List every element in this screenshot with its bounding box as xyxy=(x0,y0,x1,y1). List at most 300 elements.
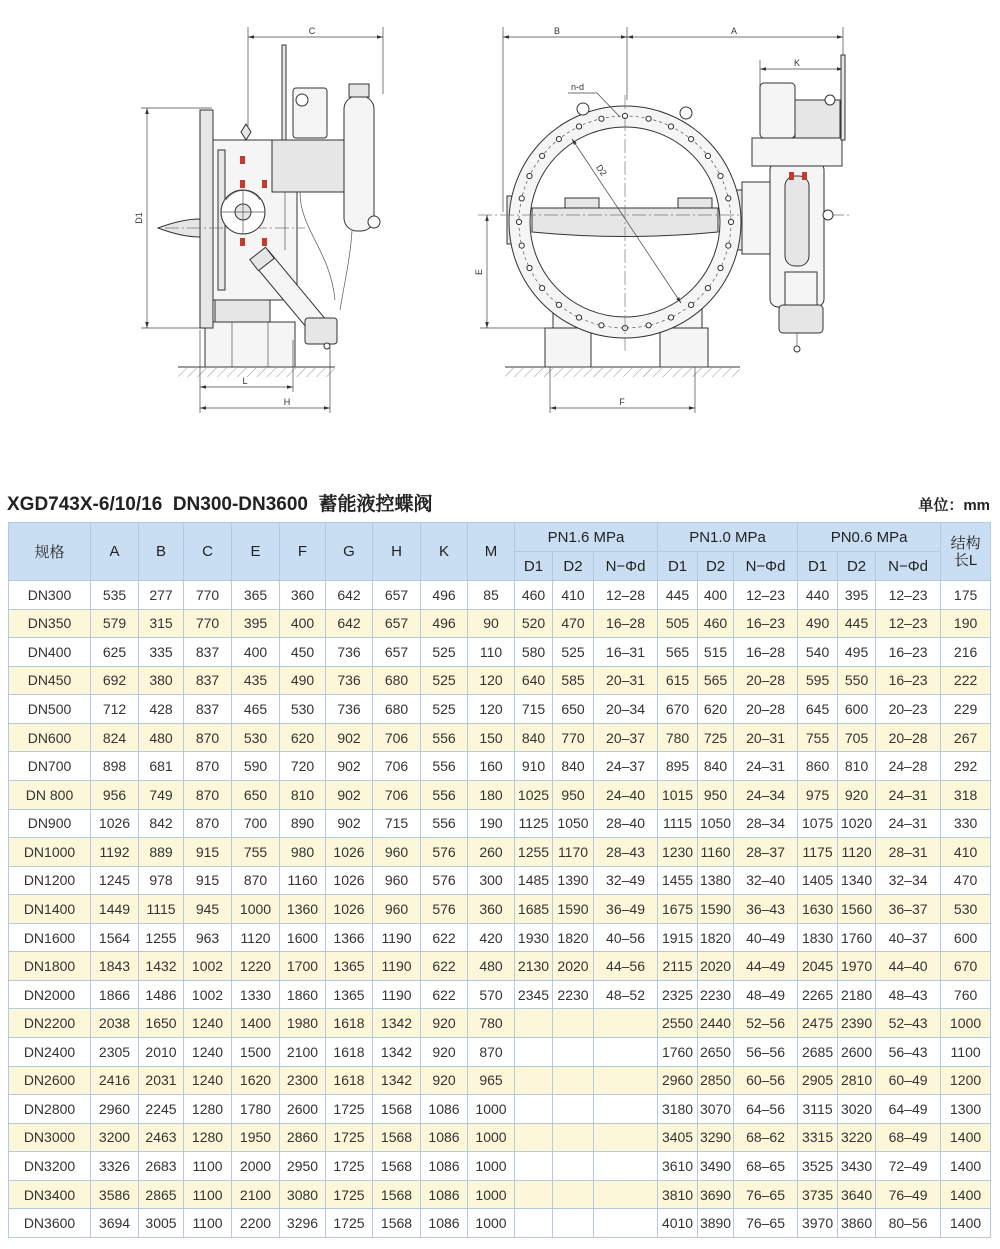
value-cell: 556 xyxy=(421,809,468,838)
value-cell: 24–31 xyxy=(876,780,941,809)
value-cell: 2031 xyxy=(139,1066,184,1095)
value-cell: 870 xyxy=(232,866,280,895)
value-cell: 315 xyxy=(139,609,184,638)
value-cell: 720 xyxy=(280,752,326,781)
value-cell: 1280 xyxy=(184,1095,232,1124)
bolt-hole xyxy=(527,265,532,270)
value-cell: 496 xyxy=(421,581,468,610)
value-cell: 755 xyxy=(798,723,838,752)
value-cell: 1000 xyxy=(468,1209,515,1238)
value-cell: 465 xyxy=(232,695,280,724)
value-cell: 1190 xyxy=(373,952,421,981)
size-cell: DN350 xyxy=(9,609,91,638)
value-cell: 56–56 xyxy=(734,1038,798,1067)
value-cell: 556 xyxy=(421,752,468,781)
value-cell: 28–43 xyxy=(594,838,658,867)
column-header-f: F xyxy=(280,523,326,581)
value-cell: 1026 xyxy=(326,838,373,867)
value-cell: 2850 xyxy=(698,1066,734,1095)
value-cell: 24–34 xyxy=(734,780,798,809)
value-cell: 1564 xyxy=(91,923,139,952)
value-cell: 1366 xyxy=(326,923,373,952)
value-cell: 2860 xyxy=(280,1123,326,1152)
value-cell: 2038 xyxy=(91,1009,139,1038)
value-cell: 1725 xyxy=(326,1123,373,1152)
indicator-mark xyxy=(240,238,245,246)
value-cell: 1365 xyxy=(326,980,373,1009)
group-header-pn10: PN1.0 MPa xyxy=(658,523,798,552)
value-cell: 76–49 xyxy=(876,1180,941,1209)
value-cell: 705 xyxy=(838,723,876,752)
value-cell: 1100 xyxy=(184,1180,232,1209)
size-cell: DN3400 xyxy=(9,1180,91,1209)
value-cell: 20–28 xyxy=(876,723,941,752)
value-cell: 1240 xyxy=(184,1066,232,1095)
column-header-h: H xyxy=(373,523,421,581)
bolt-hole xyxy=(519,243,524,248)
value-cell: 2325 xyxy=(658,980,698,1009)
value-cell: 160 xyxy=(468,752,515,781)
value-cell xyxy=(553,1038,594,1067)
table-body xyxy=(9,581,991,1238)
value-cell: 525 xyxy=(421,666,468,695)
value-cell: 870 xyxy=(184,780,232,809)
dimension-k-label: K xyxy=(793,58,801,68)
bolt-hole xyxy=(556,302,561,307)
value-cell: 615 xyxy=(658,666,698,695)
lifting-eye-icon xyxy=(680,107,692,119)
value-cell: 622 xyxy=(421,923,468,952)
table-row xyxy=(9,923,991,952)
value-cell: 920 xyxy=(421,1066,468,1095)
value-cell: 1220 xyxy=(232,952,280,981)
value-cell: 706 xyxy=(373,752,421,781)
value-cell: 2950 xyxy=(280,1152,326,1181)
value-cell: 222 xyxy=(941,666,991,695)
value-cell: 770 xyxy=(553,723,594,752)
value-cell: 590 xyxy=(232,752,280,781)
value-cell: 36–43 xyxy=(734,895,798,924)
value-cell: 32–34 xyxy=(876,866,941,895)
value-cell: 445 xyxy=(658,581,698,610)
value-cell: 80–56 xyxy=(876,1209,941,1238)
value-cell: 1200 xyxy=(941,1066,991,1095)
column-header-g: G xyxy=(326,523,373,581)
value-cell: 963 xyxy=(184,923,232,952)
value-cell: 824 xyxy=(91,723,139,752)
value-cell xyxy=(515,1066,553,1095)
value-cell: 3525 xyxy=(798,1152,838,1181)
value-cell: 780 xyxy=(658,723,698,752)
value-cell xyxy=(515,1038,553,1067)
value-cell: 2960 xyxy=(91,1095,139,1124)
value-cell: 44–49 xyxy=(734,952,798,981)
size-cell: DN500 xyxy=(9,695,91,724)
value-cell: 3315 xyxy=(798,1123,838,1152)
value-cell: 1120 xyxy=(838,838,876,867)
value-cell: 681 xyxy=(139,752,184,781)
value-cell: 1115 xyxy=(139,895,184,924)
value-cell: 1300 xyxy=(941,1095,991,1124)
value-cell: 1455 xyxy=(658,866,698,895)
disc-rib-right xyxy=(678,198,712,208)
column-header-pn10-bolts: N−Φd xyxy=(734,552,798,581)
dimension-a xyxy=(627,26,843,56)
value-cell: 898 xyxy=(91,752,139,781)
value-cell: 657 xyxy=(373,638,421,667)
value-cell: 576 xyxy=(421,895,468,924)
value-cell: 318 xyxy=(941,780,991,809)
accumulator-cap xyxy=(349,84,369,97)
value-cell: 622 xyxy=(421,952,468,981)
value-cell: 715 xyxy=(373,809,421,838)
value-cell: 870 xyxy=(184,809,232,838)
counterweight-scale xyxy=(221,190,265,234)
valve-flange xyxy=(200,110,213,328)
value-cell: 1240 xyxy=(184,1038,232,1067)
value-cell: 1568 xyxy=(373,1209,421,1238)
value-cell: 120 xyxy=(468,695,515,724)
value-cell: 470 xyxy=(553,609,594,638)
size-cell: DN 800 xyxy=(9,780,91,809)
value-cell: 12–23 xyxy=(734,581,798,610)
value-cell: 1000 xyxy=(468,1180,515,1209)
oil-pipe xyxy=(340,231,352,310)
value-cell: 20–28 xyxy=(734,666,798,695)
value-cell: 505 xyxy=(658,609,698,638)
value-cell: 670 xyxy=(658,695,698,724)
value-cell: 2865 xyxy=(139,1180,184,1209)
table-row xyxy=(9,1152,991,1181)
value-cell: 72–49 xyxy=(876,1152,941,1181)
value-cell: 76–65 xyxy=(734,1180,798,1209)
value-cell: 945 xyxy=(184,895,232,924)
value-cell: 810 xyxy=(280,780,326,809)
value-cell: 920 xyxy=(421,1009,468,1038)
size-cell: DN1800 xyxy=(9,952,91,981)
value-cell xyxy=(515,1095,553,1124)
value-cell: 670 xyxy=(941,952,991,981)
value-cell: 3694 xyxy=(91,1209,139,1238)
value-cell: 1685 xyxy=(515,895,553,924)
value-cell: 755 xyxy=(232,838,280,867)
value-cell: 1100 xyxy=(184,1209,232,1238)
value-cell xyxy=(553,1152,594,1181)
value-cell: 1485 xyxy=(515,866,553,895)
sight-glass-icon xyxy=(823,210,833,220)
value-cell: 585 xyxy=(553,666,594,695)
table-row xyxy=(9,666,991,695)
value-cell: 3430 xyxy=(838,1152,876,1181)
value-cell: 902 xyxy=(326,780,373,809)
value-cell: 1950 xyxy=(232,1123,280,1152)
value-cell: 1160 xyxy=(280,866,326,895)
table-row xyxy=(9,895,991,924)
value-cell: 60–49 xyxy=(876,1066,941,1095)
value-cell: 1980 xyxy=(280,1009,326,1038)
value-cell: 1500 xyxy=(232,1038,280,1067)
bolt-hole xyxy=(728,219,733,224)
value-cell: 902 xyxy=(326,752,373,781)
table-row xyxy=(9,780,991,809)
size-cell: DN2400 xyxy=(9,1038,91,1067)
value-cell: 1000 xyxy=(232,895,280,924)
value-cell: 4010 xyxy=(658,1209,698,1238)
dimension-f-label: F xyxy=(619,397,625,407)
value-cell: 550 xyxy=(838,666,876,695)
value-cell: 12–28 xyxy=(594,581,658,610)
value-cell: 645 xyxy=(798,695,838,724)
size-cell: DN1600 xyxy=(9,923,91,952)
value-cell: 3326 xyxy=(91,1152,139,1181)
value-cell: 1050 xyxy=(553,809,594,838)
value-cell: 920 xyxy=(838,780,876,809)
size-cell: DN700 xyxy=(9,752,91,781)
size-cell: DN2000 xyxy=(9,980,91,1009)
value-cell: 1050 xyxy=(698,809,734,838)
value-cell: 1400 xyxy=(941,1209,991,1238)
value-cell: 657 xyxy=(373,581,421,610)
pressure-gauge-icon xyxy=(296,94,308,106)
value-cell: 3296 xyxy=(280,1209,326,1238)
hand-pump-lever xyxy=(282,45,286,140)
size-cell: DN2200 xyxy=(9,1009,91,1038)
dimension-l-label: L xyxy=(242,376,248,386)
value-cell: 1843 xyxy=(91,952,139,981)
right-pedestal xyxy=(660,328,708,367)
value-cell: 965 xyxy=(468,1066,515,1095)
value-cell: 1100 xyxy=(941,1038,991,1067)
value-cell: 1026 xyxy=(326,866,373,895)
value-cell xyxy=(553,1180,594,1209)
bolt-hole xyxy=(689,302,694,307)
size-cell: DN1000 xyxy=(9,838,91,867)
value-cell: 180 xyxy=(468,780,515,809)
value-cell: 1725 xyxy=(326,1209,373,1238)
value-cell: 32–49 xyxy=(594,866,658,895)
value-cell: 1230 xyxy=(658,838,698,867)
value-cell: 1400 xyxy=(941,1123,991,1152)
value-cell: 48–43 xyxy=(876,980,941,1009)
table-row xyxy=(9,1009,991,1038)
bolt-hole xyxy=(540,153,545,158)
accumulator xyxy=(344,96,374,231)
value-cell: 410 xyxy=(941,838,991,867)
value-cell: 292 xyxy=(941,752,991,781)
side-pedestal-top xyxy=(215,298,270,322)
value-cell: 1590 xyxy=(553,895,594,924)
value-cell: 1390 xyxy=(553,866,594,895)
value-cell: 40–49 xyxy=(734,923,798,952)
value-cell: 1100 xyxy=(184,1152,232,1181)
value-cell: 16–28 xyxy=(594,609,658,638)
column-header-pn06-d1: D1 xyxy=(798,552,838,581)
value-cell: 576 xyxy=(421,838,468,867)
value-cell: 1170 xyxy=(553,838,594,867)
group-header-pn16: PN1.6 MPa xyxy=(515,523,658,552)
value-cell: 36–37 xyxy=(876,895,941,924)
table-row xyxy=(9,1066,991,1095)
value-cell: 890 xyxy=(280,809,326,838)
left-pedestal xyxy=(545,328,591,367)
header-row xyxy=(9,523,991,552)
value-cell: 535 xyxy=(91,581,139,610)
value-cell: 1365 xyxy=(326,952,373,981)
value-cell: 16–23 xyxy=(734,609,798,638)
value-cell: 28–31 xyxy=(876,838,941,867)
value-cell: 395 xyxy=(838,581,876,610)
column-header-m: M xyxy=(468,523,515,581)
value-cell: 1725 xyxy=(326,1152,373,1181)
unit-label: 单位：mm xyxy=(918,497,990,514)
valve-handwheel-icon xyxy=(368,216,380,228)
value-cell: 44–56 xyxy=(594,952,658,981)
value-cell: 20–23 xyxy=(876,695,941,724)
value-cell: 20–31 xyxy=(734,723,798,752)
value-cell: 24–31 xyxy=(876,809,941,838)
value-cell: 1830 xyxy=(798,923,838,952)
value-cell: 840 xyxy=(553,752,594,781)
bolt-hole xyxy=(689,137,694,142)
bolt-hole xyxy=(519,196,524,201)
column-header-pn16-d2: D2 xyxy=(553,552,594,581)
indicator-mark xyxy=(262,238,267,246)
bolt-hole xyxy=(705,153,710,158)
value-cell: 556 xyxy=(421,780,468,809)
gearbox-lever xyxy=(785,176,809,266)
dimension-table xyxy=(8,522,991,1238)
value-cell: 1000 xyxy=(941,1009,991,1038)
table-row xyxy=(9,581,991,610)
value-cell: 870 xyxy=(468,1038,515,1067)
page-title: XGD743X-6/10/16 DN300-DN3600 蓄能液控蝶阀 xyxy=(7,494,433,515)
size-cell: DN300 xyxy=(9,581,91,610)
value-cell: 725 xyxy=(698,723,734,752)
dimension-c-label: C xyxy=(308,26,316,36)
cylinder-base xyxy=(305,318,337,344)
value-cell: 960 xyxy=(373,838,421,867)
table-row xyxy=(9,838,991,867)
value-cell: 870 xyxy=(184,723,232,752)
value-cell: 2650 xyxy=(698,1038,734,1067)
ground-hatch xyxy=(505,368,740,377)
value-cell: 1025 xyxy=(515,780,553,809)
size-cell: DN450 xyxy=(9,666,91,695)
value-cell: 1568 xyxy=(373,1123,421,1152)
value-cell: 700 xyxy=(232,809,280,838)
value-cell: 760 xyxy=(941,980,991,1009)
value-cell: 1760 xyxy=(838,923,876,952)
value-cell: 1120 xyxy=(232,923,280,952)
value-cell xyxy=(553,1123,594,1152)
value-cell: 2230 xyxy=(553,980,594,1009)
value-cell xyxy=(553,1209,594,1238)
size-cell: DN1400 xyxy=(9,895,91,924)
table-row xyxy=(9,638,991,667)
value-cell: 435 xyxy=(232,666,280,695)
value-cell: 1568 xyxy=(373,1095,421,1124)
column-header-b: B xyxy=(139,523,184,581)
value-cell: 3080 xyxy=(280,1180,326,1209)
table-row xyxy=(9,609,991,638)
value-cell: 1970 xyxy=(838,952,876,981)
value-cell: 902 xyxy=(326,723,373,752)
value-cell: 400 xyxy=(280,609,326,638)
value-cell: 715 xyxy=(515,695,553,724)
value-cell: 1866 xyxy=(91,980,139,1009)
value-cell: 1600 xyxy=(280,923,326,952)
value-cell: 530 xyxy=(280,695,326,724)
value-cell: 530 xyxy=(941,895,991,924)
value-cell: 1700 xyxy=(280,952,326,981)
value-cell: 20–31 xyxy=(594,666,658,695)
actuator-assembly xyxy=(742,55,845,352)
value-cell: 1820 xyxy=(553,923,594,952)
value-cell: 870 xyxy=(184,752,232,781)
value-cell: 1630 xyxy=(798,895,838,924)
value-cell: 40–37 xyxy=(876,923,941,952)
value-cell: 1086 xyxy=(421,1095,468,1124)
column-header-pn16-bolts: N−Φd xyxy=(594,552,658,581)
front-view-drawing xyxy=(474,26,852,413)
value-cell: 2000 xyxy=(232,1152,280,1181)
value-cell xyxy=(515,1123,553,1152)
value-cell: 842 xyxy=(139,809,184,838)
value-cell: 3640 xyxy=(838,1180,876,1209)
value-cell: 1026 xyxy=(91,809,139,838)
value-cell: 2810 xyxy=(838,1066,876,1095)
value-cell: 2390 xyxy=(838,1009,876,1038)
value-cell: 3290 xyxy=(698,1123,734,1152)
value-cell: 420 xyxy=(468,923,515,952)
value-cell: 16–28 xyxy=(734,638,798,667)
size-cell: DN2600 xyxy=(9,1066,91,1095)
value-cell: 706 xyxy=(373,723,421,752)
bolt-hole xyxy=(527,173,532,178)
value-cell: 229 xyxy=(941,695,991,724)
value-cell: 1160 xyxy=(698,838,734,867)
value-cell: 32–40 xyxy=(734,866,798,895)
value-cell: 175 xyxy=(941,581,991,610)
value-cell: 64–49 xyxy=(876,1095,941,1124)
value-cell: 956 xyxy=(91,780,139,809)
value-cell: 736 xyxy=(326,695,373,724)
value-cell: 3586 xyxy=(91,1180,139,1209)
value-cell: 267 xyxy=(941,723,991,752)
value-cell: 1280 xyxy=(184,1123,232,1152)
table-row xyxy=(9,866,991,895)
value-cell xyxy=(594,1209,658,1238)
value-cell: 470 xyxy=(941,866,991,895)
bolt-hole xyxy=(646,323,651,328)
dimension-d1-label: D1 xyxy=(134,212,144,224)
value-cell: 460 xyxy=(515,581,553,610)
value-cell: 52–56 xyxy=(734,1009,798,1038)
value-cell: 68–65 xyxy=(734,1152,798,1181)
column-header-pn16-d1: D1 xyxy=(515,552,553,581)
bolt-hole xyxy=(556,137,561,142)
value-cell xyxy=(515,1180,553,1209)
value-cell: 445 xyxy=(838,609,876,638)
value-cell: 600 xyxy=(941,923,991,952)
dimension-e-label: E xyxy=(474,268,484,276)
bolt-hole xyxy=(540,286,545,291)
value-cell: 1002 xyxy=(184,952,232,981)
value-cell: 706 xyxy=(373,780,421,809)
value-cell: 450 xyxy=(280,638,326,667)
bolt-hole xyxy=(576,124,581,129)
value-cell: 1015 xyxy=(658,780,698,809)
